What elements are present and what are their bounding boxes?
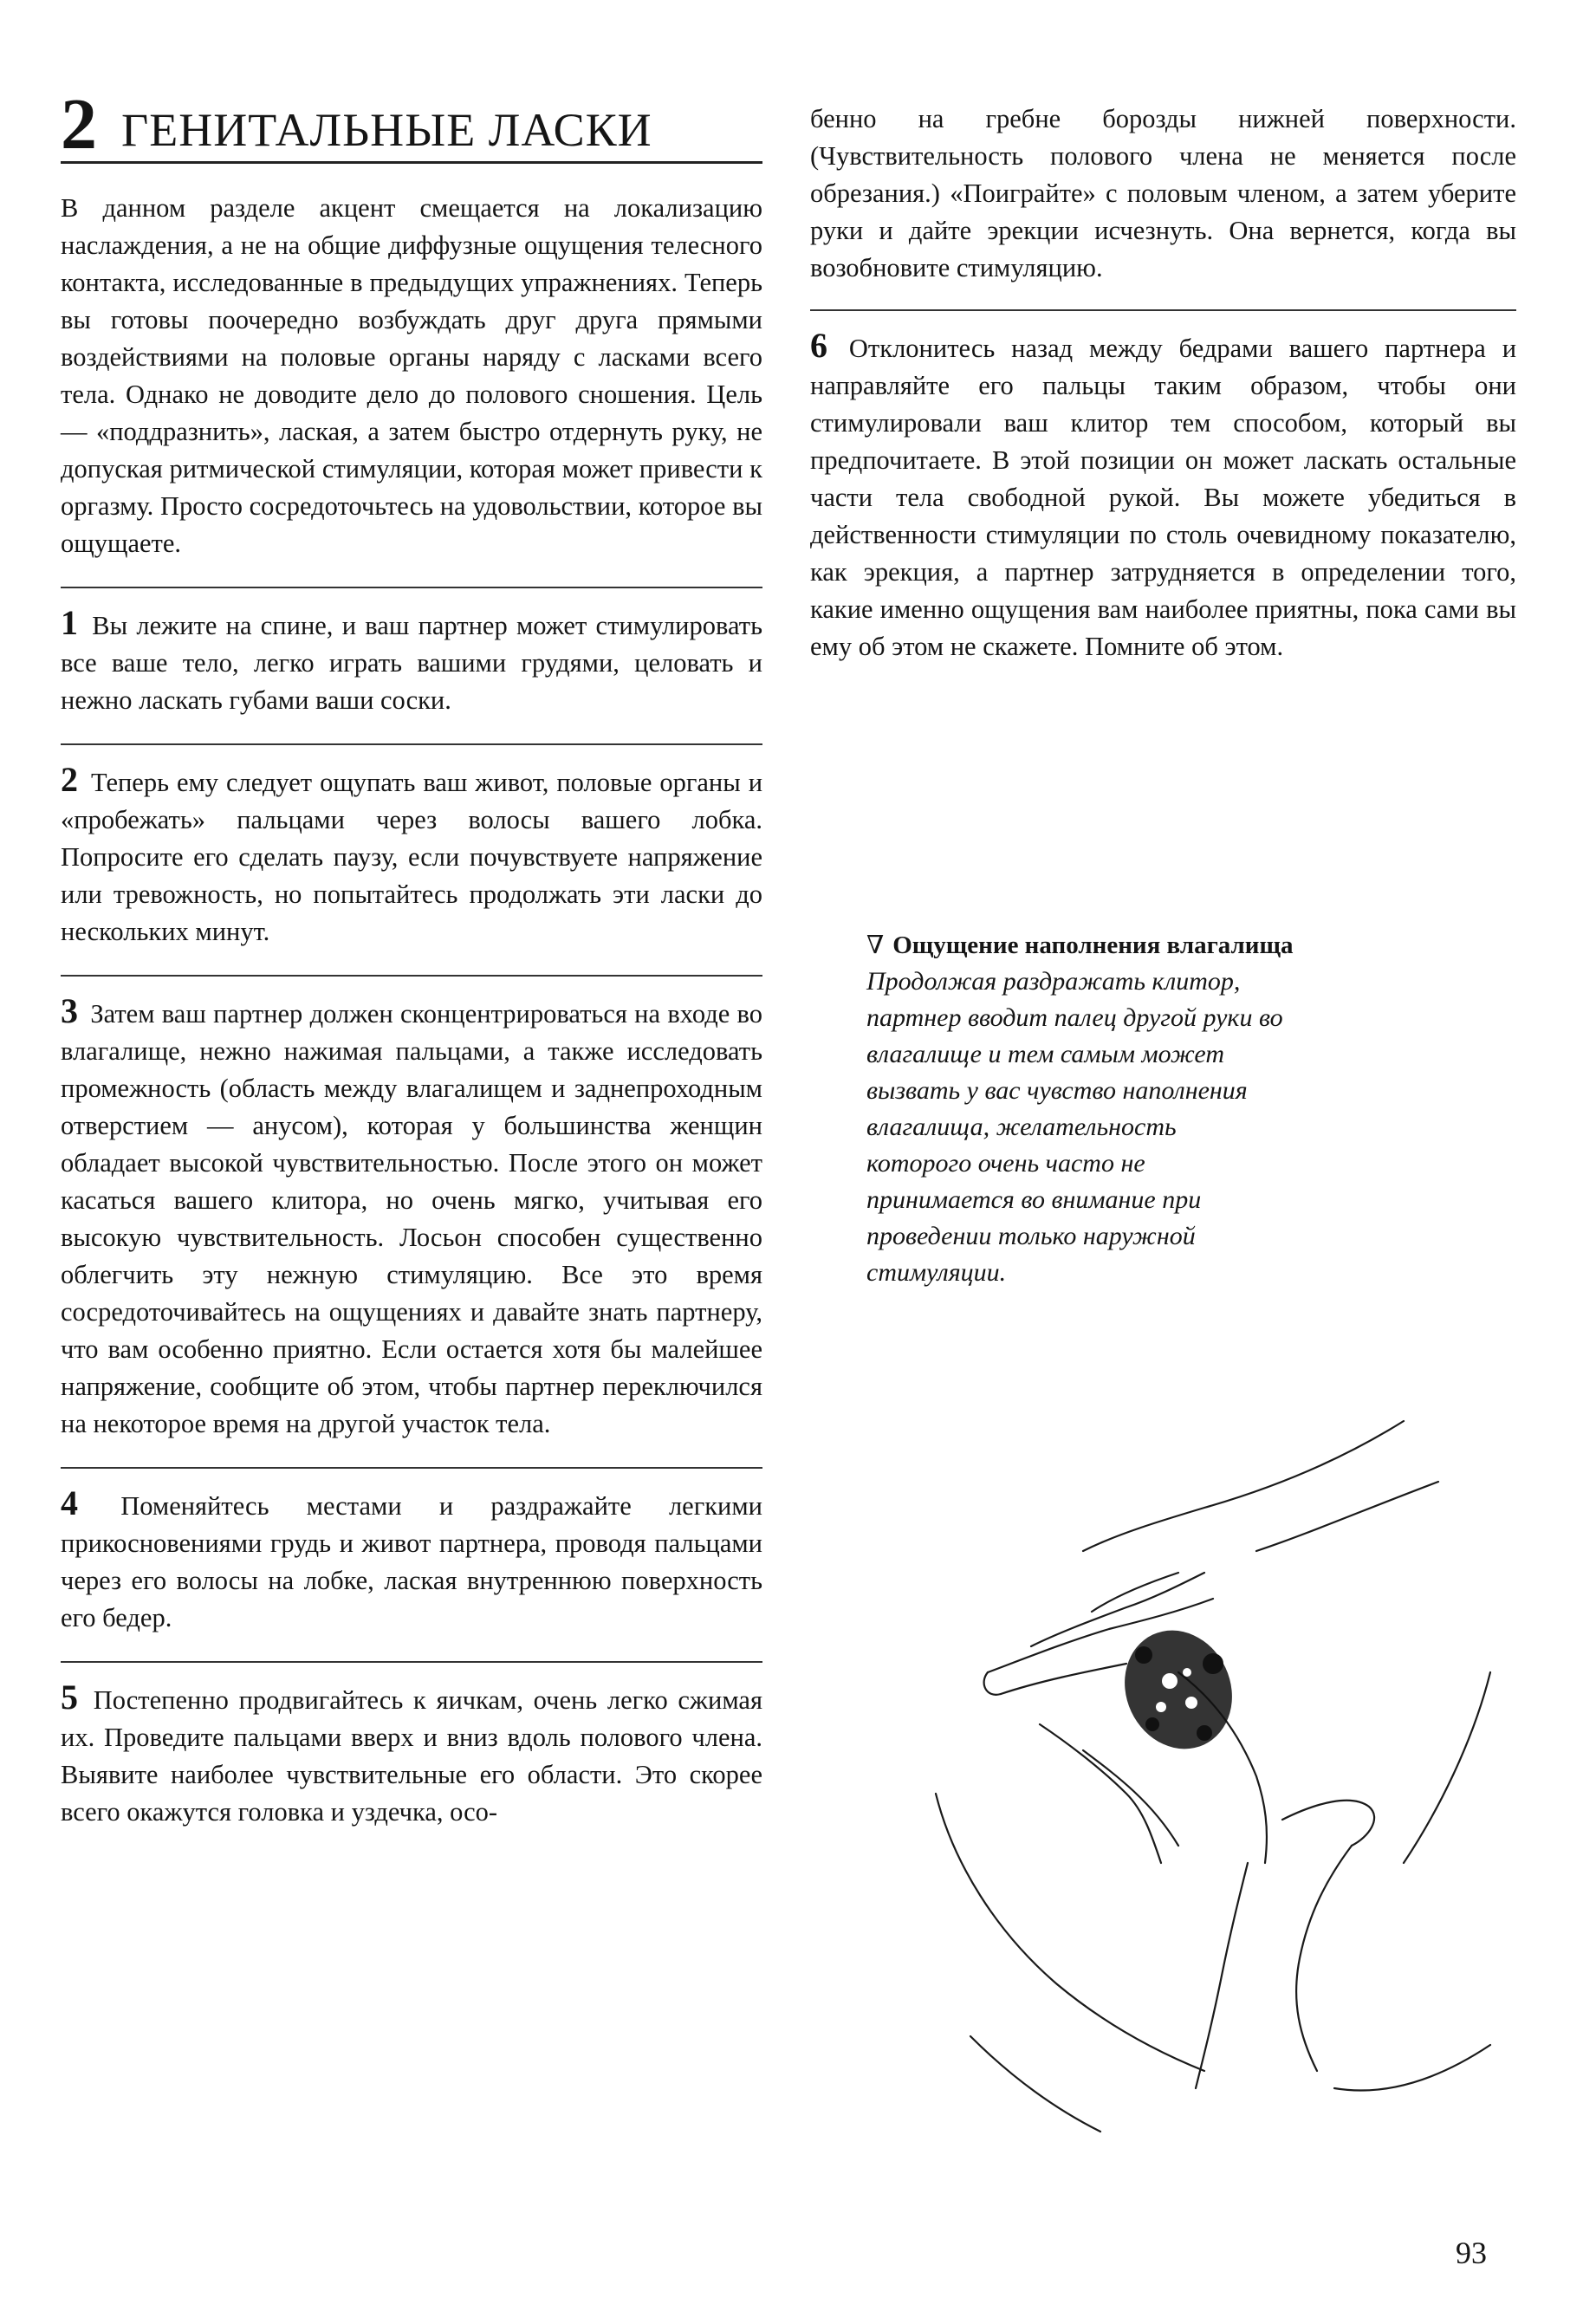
caption-line: вызвать у вас чувство наполнения: [866, 1076, 1248, 1105]
step-number: 2: [61, 760, 78, 799]
caption-line: которого очень часто не: [866, 1149, 1145, 1178]
step-5-continuation: бенно на гребне борозды нижней поверхности. (Чувствительность полового члена не меняется после обрезания.) «Поиграйте» с половым членом, а затем уберите руки и дайте эрекции исчезнуть. Она вернется, когда вы возобновите стимуляцию.: [810, 104, 1516, 282]
chapter-title: ГЕНИТАЛЬНЫЕ ЛАСКИ: [121, 104, 652, 156]
step-text: Отклонитесь назад между бедрами вашего партнера и направляйте его пальцы таким образом, чтобы они стимулировали ваш клитор тем способом, который вы предпочитаете. В этой позиции он может ласкать остальные части тела свободной рукой. Вы можете убедиться в действенности стимуляции по столь очевидному показателю, как эрекция, а партнер затрудняется в определении того, какие именно ощущения вам наиболее приятны, пока сами вы ему об этом не скажете. Помните об этом.: [810, 334, 1517, 661]
triangle-marker-icon: ∇: [866, 931, 885, 959]
intro-paragraph: В данном разделе акцент смещается на локализацию наслаждения, а не на общие диффузные ощущения телесного контакта, исследованные в предыдущих упражнениях. Теперь вы готовы поочередно возбуждать друг друга прямыми воздействиями на половые органы наряду с ласками всего тела. Однако не доводите дело до полового сношения. Цель — «поддразнить», лаская, а затем быстро отдернуть руку, не допуская ритмической стимуляции, которая может привести к оргазму. Просто сосредоточьтесь на удовольствии, которое вы ощущаете.: [61, 193, 762, 558]
step-text: Теперь ему следует ощупать ваш живот, половые органы и «пробежать» пальцами через волосы вашего лобка. Попросите его сделать паузу, если почувствуете напряжение или тревожность, но попытайтесь продолжать эти ласки до нескольких минут.: [61, 768, 763, 946]
step-number: 5: [61, 1678, 78, 1717]
caption-line: влагалища, желательность: [866, 1113, 1177, 1141]
chapter-number: 2: [61, 84, 97, 165]
step-1: [61, 587, 762, 719]
step-3: [61, 975, 762, 1443]
step-4: [61, 1467, 762, 1637]
page-number: 93: [1456, 2236, 1487, 2270]
right-column: [810, 101, 1516, 665]
caption-line: влагалище и тем самым может: [866, 1040, 1224, 1068]
step-text: Вы лежите на спине, и ваш партнер может стимулировать все ваше тело, легко играть вашими грудями, целовать и нежно ласкать губами ваши соски.: [61, 611, 762, 715]
step-6: [810, 309, 1516, 665]
left-column: [61, 84, 763, 1831]
caption-line: стимуляции.: [866, 1258, 1007, 1287]
caption-heading: Ощущение наполнения влагалища: [892, 931, 1294, 959]
chapter-header: [61, 84, 762, 165]
caption-line: принимается во внимание при: [866, 1185, 1202, 1214]
step-number: 4: [61, 1483, 78, 1522]
caption-line: партнер вводит палец другой руки во: [866, 1003, 1283, 1032]
caption-title: [866, 927, 1456, 964]
caption-line: проведении только наружной: [866, 1222, 1196, 1250]
hands-line-illustration: [918, 1412, 1525, 2158]
step-text: Поменяйтесь местами и раздражайте легкими прикосновениями грудь и живот партнера, проводя пальцами через его волосы на лобке, лаская внутреннюю поверхность его бедер.: [61, 1491, 762, 1632]
step-text: Постепенно продвигайтесь к яичкам, очень легко сжимая их. Проведите пальцами вверх и вниз вдоль полового члена. Выявите наиболее чувствительные его области. Это скорее всего окажутся головка и уздечка, осо-: [61, 1685, 762, 1827]
illustration-caption: [866, 927, 1456, 1291]
step-2: [61, 743, 762, 951]
caption-line: Продолжая раздражать клитор,: [866, 967, 1241, 996]
step-text: Затем ваш партнер должен сконцентрироваться на входе во влагалище, нежно нажимая пальцами, а также исследовать промежность (область между влагалищем и заднепроходным отверстием — анусом), которая у большинства женщин обладает высокой чувствительностью. После этого он может касаться вашего клитора, но очень мягко, учитывая его высокую чувствительность. Лосьон способен существенно облегчить эту нежную стимуляцию. Все это время сосредоточивайтесь на ощущениях и давайте знать партнеру, что вам особенно приятно. Если остается хотя бы малейшее напряжение, сообщите об этом, чтобы партнер переключился на некоторое время на другой участок тела.: [61, 999, 763, 1438]
step-5: [61, 1661, 762, 1831]
step-number: 6: [810, 326, 827, 365]
step-number: 3: [61, 991, 78, 1030]
step-number: 1: [61, 603, 78, 642]
